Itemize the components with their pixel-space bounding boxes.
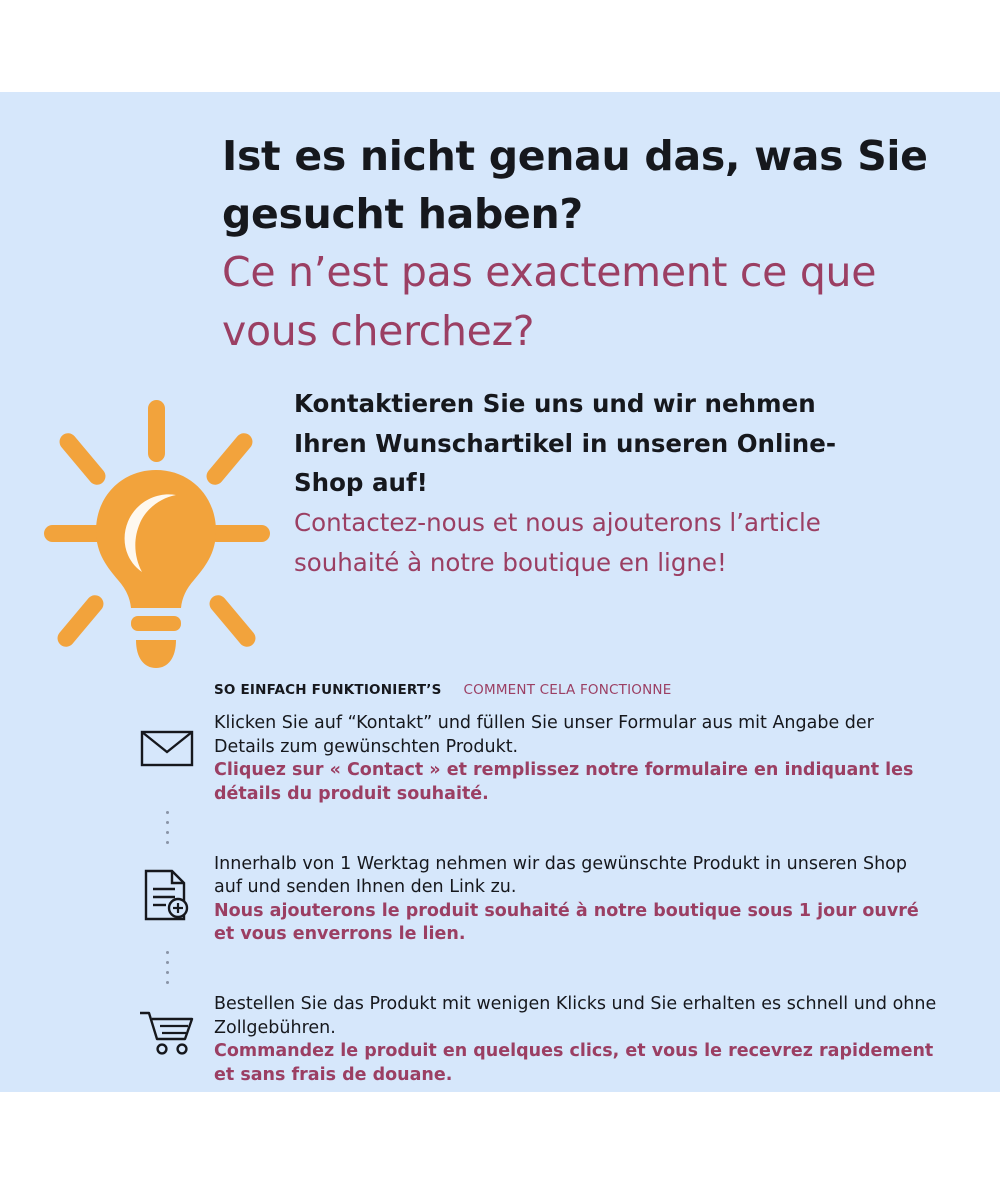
step-text <box>214 991 940 1088</box>
intro-block <box>294 384 894 582</box>
connector-dot <box>166 821 169 824</box>
howto-label-french: COMMENT CELA FONCTIONNE <box>463 682 672 698</box>
connector-dot <box>166 971 169 974</box>
step-item <box>120 710 940 807</box>
dot-connector <box>120 947 214 991</box>
intro-german: Kontaktieren Sie uns und wir nehmen Ihren Wunschartikel in unseren Online-Shop auf! <box>294 389 837 498</box>
promo-banner <box>0 92 1000 1092</box>
headline-german: Ist es nicht genau das, was Sie gesucht haben? <box>222 132 928 239</box>
step-german: Bestellen Sie das Produkt mit wenigen Klicks und Sie erhalten es schnell und ohne Zollgebühren. <box>214 994 937 1038</box>
headline-block <box>222 127 942 360</box>
dot-connector <box>120 807 214 851</box>
step-connector <box>120 807 940 851</box>
shopping-cart-icon <box>120 991 214 1055</box>
connector-dot <box>166 831 169 834</box>
envelope-icon <box>120 710 214 768</box>
connector-spacer <box>214 947 940 991</box>
lightbulb-icon <box>36 382 276 732</box>
headline-french: Ce n’est pas exactement ce que vous cherchez? <box>222 248 877 355</box>
step-item <box>120 991 940 1088</box>
connector-dot <box>166 981 169 984</box>
connector-dot <box>166 961 169 964</box>
connector-dot <box>166 811 169 814</box>
howto-label-german: SO EINFACH FUNKTIONIERT’S <box>214 682 442 698</box>
intro-french: Contactez-nous et nous ajouterons l’article souhaité à notre boutique en ligne! <box>294 508 821 577</box>
step-german: Klicken Sie auf “Kontakt” und füllen Sie unser Formular aus mit Angabe der Details zum gewünschten Produkt. <box>214 713 874 757</box>
connector-dot <box>166 841 169 844</box>
document-add-icon <box>120 851 214 921</box>
step-french: Commandez le produit en quelques clics, et vous le recevrez rapidement et sans frais de douane. <box>214 1041 934 1085</box>
step-item <box>120 851 940 948</box>
connector-spacer <box>214 807 940 851</box>
step-text <box>214 710 940 807</box>
step-french: Cliquez sur « Contact » et remplissez notre formulaire en indiquant les détails du produit souhaité. <box>214 760 914 804</box>
howto-heading <box>214 682 671 698</box>
steps-list <box>120 710 940 1088</box>
step-german: Innerhalb von 1 Werktag nehmen wir das gewünschte Produkt in unseren Shop auf und senden Ihnen den Link zu. <box>214 853 907 898</box>
step-french: Nous ajouterons le produit souhaité à notre boutique sous 1 jour ouvré et vous enverrons le lien. <box>214 900 919 945</box>
connector-dot <box>166 951 169 954</box>
step-text <box>214 851 940 948</box>
step-connector <box>120 947 940 991</box>
lightbulb-illustration <box>36 382 276 732</box>
